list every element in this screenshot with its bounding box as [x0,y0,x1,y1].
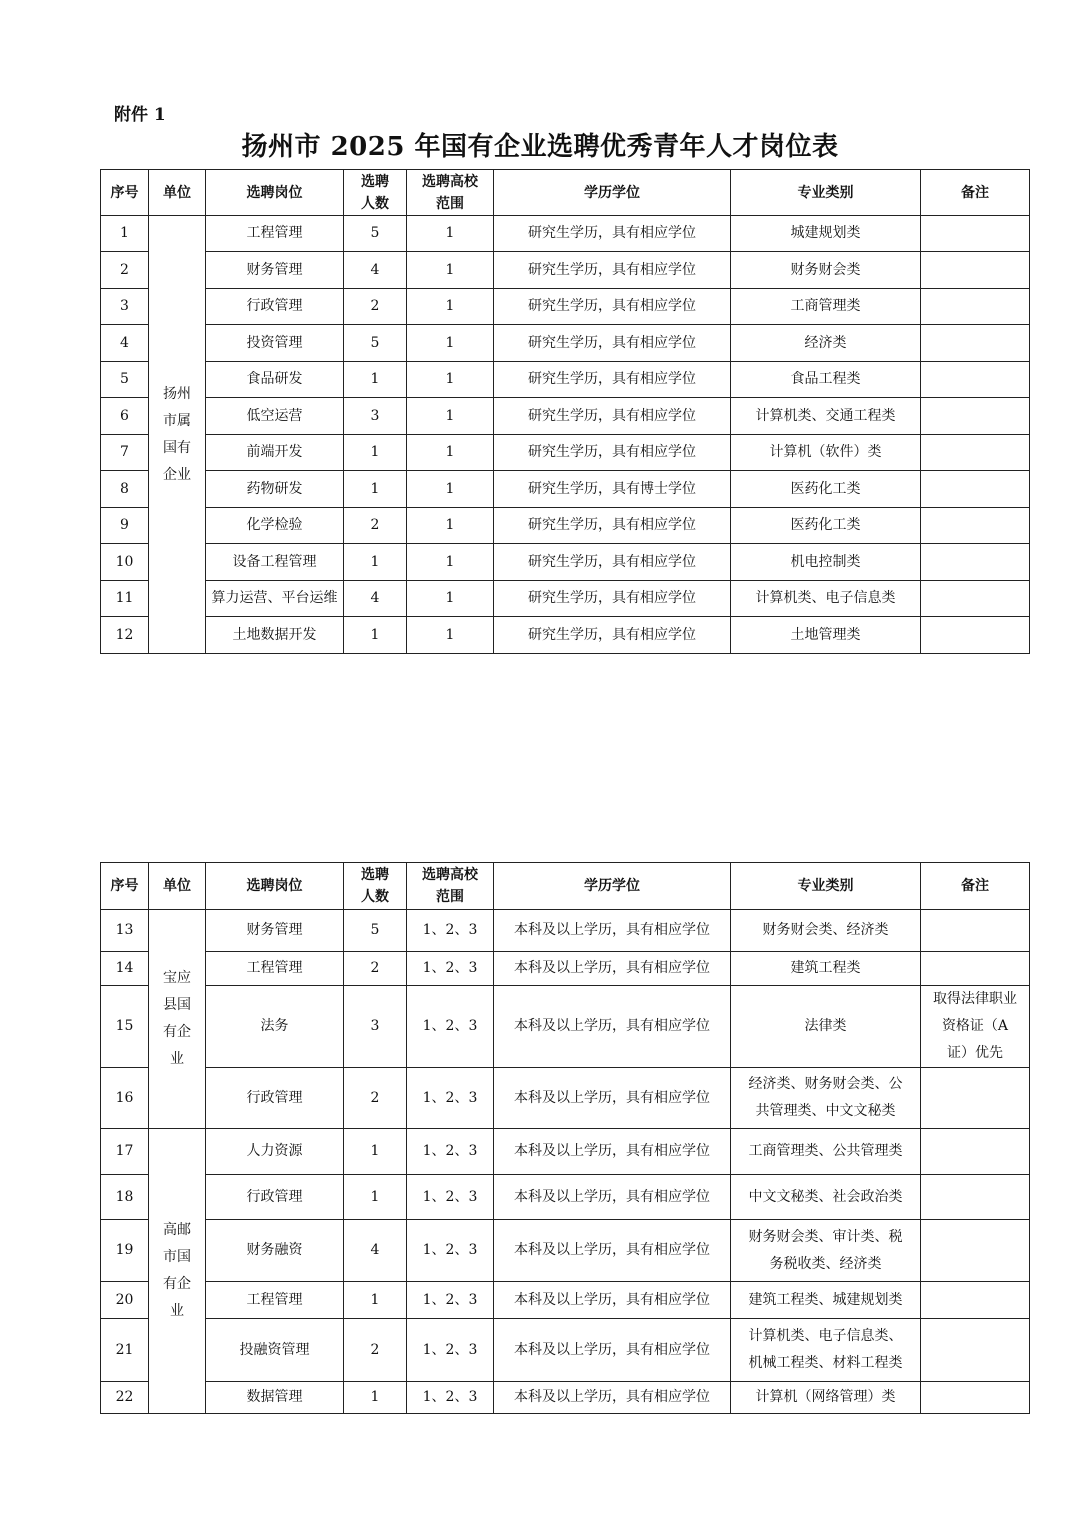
table-row [101,581,1030,617]
row-education: 本科及以上学历，具有相应学位 [494,910,731,952]
row-count: 2 [344,952,407,986]
row-note [921,216,1030,252]
row-education: 研究生学历，具有相应学位 [494,544,731,581]
row-education: 本科及以上学历，具有相应学位 [494,952,731,986]
unit-name-line: 有企 [163,1276,191,1292]
unit-name-line: 县国 [163,997,191,1013]
header-school-line1: 选聘高校 [422,867,478,883]
header-count [344,863,407,910]
row-note-line: 证）优先 [947,1045,1003,1061]
row-school-range: 1 [407,362,494,398]
job-table-2 [100,862,1030,1414]
row-note [921,1129,1030,1175]
row-position: 前端开发 [206,435,344,471]
row-education: 研究生学历，具有博士学位 [494,471,731,508]
unit-name-line: 企业 [163,466,191,483]
row-major: 城建规划类 [731,216,921,252]
row-count: 4 [344,252,407,289]
row-note [921,1175,1030,1220]
row-major: 机电控制类 [731,544,921,581]
job-table-1 [100,169,1030,654]
row-seq: 2 [101,252,149,289]
unit-name-line: 扬州 [163,385,191,402]
row-education: 研究生学历，具有相应学位 [494,398,731,435]
row-note [921,952,1030,986]
row-major: 计算机类、电子信息类 [731,581,921,617]
row-position: 行政管理 [206,1175,344,1220]
row-count: 1 [344,1175,407,1220]
header-count-line2: 人数 [361,195,389,212]
header-row [101,863,1030,910]
row-school-range: 1、2、3 [407,1282,494,1319]
row-education: 研究生学历，具有相应学位 [494,216,731,252]
header-major: 专业类别 [731,863,921,910]
row-note [921,1220,1030,1282]
row-education: 研究生学历，具有相应学位 [494,252,731,289]
row-school-range: 1、2、3 [407,1068,494,1129]
row-major-line: 共管理类、中文文秘类 [755,1103,896,1119]
row-education: 本科及以上学历，具有相应学位 [494,1220,731,1282]
row-major: 中文文秘类、社会政治类 [731,1175,921,1220]
row-major: 土地管理类 [731,617,921,654]
header-seq: 序号 [101,170,149,216]
row-seq: 4 [101,325,149,362]
header-unit: 单位 [149,170,206,216]
row-school-range: 1、2、3 [407,1220,494,1282]
row-note [921,1319,1030,1382]
row-position: 工程管理 [206,952,344,986]
row-count: 5 [344,216,407,252]
row-school-range: 1、2、3 [407,986,494,1068]
row-seq: 11 [101,581,149,617]
row-major: 工商管理类、公共管理类 [731,1129,921,1175]
row-position: 投资管理 [206,325,344,362]
row-major-line: 财务财会类、审计类、税 [748,1228,903,1245]
table-row [101,508,1030,544]
row-position: 财务融资 [206,1220,344,1282]
row-note [921,508,1030,544]
row-education: 研究生学历，具有相应学位 [494,289,731,325]
unit-name-line: 宝应 [163,970,191,986]
table-row [101,1068,1030,1129]
row-school-range: 1 [407,471,494,508]
row-note [921,617,1030,654]
row-seq: 3 [101,289,149,325]
row-major [731,1220,921,1282]
row-seq: 15 [101,986,149,1068]
header-education: 学历学位 [494,863,731,910]
header-unit: 单位 [149,863,206,910]
row-count: 1 [344,471,407,508]
row-education: 研究生学历，具有相应学位 [494,362,731,398]
table-row [101,435,1030,471]
row-education: 研究生学历，具有相应学位 [494,508,731,544]
row-position: 土地数据开发 [206,617,344,654]
row-major: 医药化工类 [731,471,921,508]
row-position: 数据管理 [206,1382,344,1414]
unit-cell [149,910,206,1129]
row-note [921,398,1030,435]
row-count: 1 [344,617,407,654]
table-row [101,1175,1030,1220]
table-row [101,617,1030,654]
row-seq: 17 [101,1129,149,1175]
row-position: 财务管理 [206,910,344,952]
header-row [101,170,1030,216]
header-school-line2: 范围 [436,889,464,905]
row-note [921,1282,1030,1319]
row-school-range: 1 [407,508,494,544]
row-seq: 21 [101,1319,149,1382]
row-position: 人力资源 [206,1129,344,1175]
row-education: 本科及以上学历，具有相应学位 [494,1129,731,1175]
row-count: 3 [344,398,407,435]
row-count: 2 [344,508,407,544]
row-major: 财务财会类 [731,252,921,289]
row-education: 本科及以上学历，具有相应学位 [494,986,731,1068]
row-seq: 22 [101,1382,149,1414]
unit-name-line: 业 [170,1303,184,1319]
table-row [101,398,1030,435]
table-row [101,289,1030,325]
row-seq: 19 [101,1220,149,1282]
row-count: 1 [344,1382,407,1414]
header-position: 选聘岗位 [206,863,344,910]
row-education: 本科及以上学历，具有相应学位 [494,1175,731,1220]
header-education: 学历学位 [494,170,731,216]
table-row [101,471,1030,508]
table-row [101,1382,1030,1414]
row-note [921,1068,1030,1129]
row-school-range: 1 [407,289,494,325]
unit-name-line: 有企 [163,1024,191,1040]
header-seq: 序号 [101,863,149,910]
table-row [101,325,1030,362]
unit-name-line: 市属 [163,412,191,429]
table-row [101,1129,1030,1175]
row-position: 算力运营、平台运维 [206,581,344,617]
row-school-range: 1、2、3 [407,952,494,986]
row-count: 1 [344,1282,407,1319]
row-education: 研究生学历，具有相应学位 [494,581,731,617]
row-major: 医药化工类 [731,508,921,544]
row-seq: 9 [101,508,149,544]
row-school-range: 1 [407,398,494,435]
row-school-range: 1 [407,581,494,617]
row-school-range: 1 [407,617,494,654]
row-position: 行政管理 [206,289,344,325]
row-position: 工程管理 [206,1282,344,1319]
row-position: 工程管理 [206,216,344,252]
table-row [101,252,1030,289]
row-major: 工商管理类 [731,289,921,325]
row-major: 建筑工程类 [731,952,921,986]
row-major-line: 计算机类、电子信息类、 [748,1328,903,1344]
row-position: 财务管理 [206,252,344,289]
row-school-range: 1 [407,544,494,581]
row-position: 化学检验 [206,508,344,544]
row-school-range: 1 [407,435,494,471]
row-position: 投融资管理 [206,1319,344,1382]
unit-cell [149,1129,206,1414]
row-note [921,435,1030,471]
row-education: 本科及以上学历，具有相应学位 [494,1319,731,1382]
table-row [101,1319,1030,1382]
table-row [101,216,1030,252]
row-school-range: 1、2、3 [407,1175,494,1220]
row-note [921,581,1030,617]
row-count: 5 [344,325,407,362]
row-school-range: 1、2、3 [407,910,494,952]
row-major: 经济类 [731,325,921,362]
header-major: 专业类别 [731,170,921,216]
row-count: 3 [344,986,407,1068]
table-row [101,1220,1030,1282]
row-note [921,910,1030,952]
table-row [101,362,1030,398]
row-school-range: 1 [407,216,494,252]
row-position: 食品研发 [206,362,344,398]
row-seq: 7 [101,435,149,471]
row-count: 4 [344,1220,407,1282]
row-count: 1 [344,435,407,471]
row-note [921,289,1030,325]
row-seq: 6 [101,398,149,435]
row-major-line: 务税收类、经济类 [769,1255,882,1272]
row-position: 设备工程管理 [206,544,344,581]
row-school-range: 1、2、3 [407,1382,494,1414]
row-education: 研究生学历，具有相应学位 [494,617,731,654]
header-school-line1: 选聘高校 [422,173,478,190]
row-seq: 18 [101,1175,149,1220]
row-position: 药物研发 [206,471,344,508]
header-school [407,863,494,910]
row-count: 2 [344,1068,407,1129]
row-count: 5 [344,910,407,952]
page-title: 扬州市 2025 年国有企业选聘优秀青年人才岗位表 [241,132,839,162]
row-note [921,986,1030,1068]
row-education: 研究生学历，具有相应学位 [494,435,731,471]
row-education: 本科及以上学历，具有相应学位 [494,1282,731,1319]
unit-name-line: 业 [170,1051,184,1067]
row-count: 2 [344,1319,407,1382]
row-school-range: 1、2、3 [407,1129,494,1175]
row-major-line: 经济类、财务财会类、公 [748,1076,903,1092]
row-major: 计算机类、交通工程类 [731,398,921,435]
table-row [101,952,1030,986]
row-note-line: 资格证（A [941,1018,1009,1034]
row-education: 本科及以上学历，具有相应学位 [494,1382,731,1414]
row-seq: 1 [101,216,149,252]
unit-cell [149,216,206,654]
row-count: 4 [344,581,407,617]
attachment-label: 附件 1 [114,105,166,125]
row-note [921,544,1030,581]
row-count: 1 [344,1129,407,1175]
row-note [921,362,1030,398]
row-education: 研究生学历，具有相应学位 [494,325,731,362]
row-count: 2 [344,289,407,325]
table-row [101,910,1030,952]
unit-name-line: 市国 [163,1249,191,1265]
row-education: 本科及以上学历，具有相应学位 [494,1068,731,1129]
row-note [921,1382,1030,1414]
row-note [921,471,1030,508]
row-major: 建筑工程类、城建规划类 [731,1282,921,1319]
header-note: 备注 [921,863,1030,910]
table-row [101,1282,1030,1319]
row-major [731,1319,921,1382]
header-count-line2: 人数 [361,889,389,905]
row-seq: 12 [101,617,149,654]
header-count [344,170,407,216]
row-school-range: 1 [407,252,494,289]
header-school-line2: 范围 [436,195,464,212]
row-position: 低空运营 [206,398,344,435]
row-note [921,325,1030,362]
row-major: 计算机（软件）类 [731,435,921,471]
row-seq: 16 [101,1068,149,1129]
row-major: 计算机（网络管理）类 [731,1382,921,1414]
row-position: 法务 [206,986,344,1068]
unit-name-line: 高邮 [163,1222,191,1238]
row-count: 1 [344,544,407,581]
header-note: 备注 [921,170,1030,216]
row-seq: 20 [101,1282,149,1319]
row-note [921,252,1030,289]
row-major: 法律类 [731,986,921,1068]
row-seq: 10 [101,544,149,581]
row-major-line: 机械工程类、材料工程类 [748,1355,903,1371]
row-seq: 14 [101,952,149,986]
row-school-range: 1 [407,325,494,362]
header-count-line1: 选聘 [361,173,389,190]
unit-name-line: 国有 [163,439,191,456]
header-position: 选聘岗位 [206,170,344,216]
row-note-line: 取得法律职业 [933,991,1017,1007]
table-row [101,986,1030,1068]
header-count-line1: 选聘 [361,867,389,883]
table-row [101,544,1030,581]
row-major: 食品工程类 [731,362,921,398]
row-count: 1 [344,362,407,398]
row-school-range: 1、2、3 [407,1319,494,1382]
row-major [731,1068,921,1129]
header-school [407,170,494,216]
row-seq: 5 [101,362,149,398]
row-major: 财务财会类、经济类 [731,910,921,952]
row-seq: 8 [101,471,149,508]
row-seq: 13 [101,910,149,952]
row-position: 行政管理 [206,1068,344,1129]
